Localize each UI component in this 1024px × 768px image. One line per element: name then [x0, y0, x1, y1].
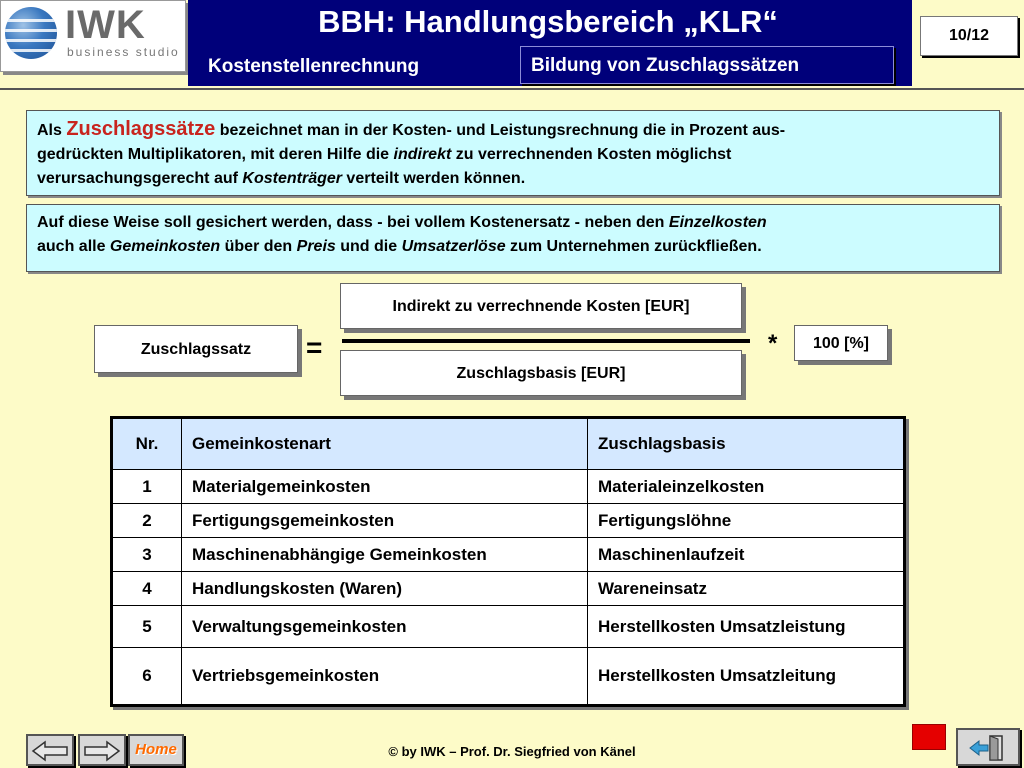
logo-subtext: business studio [67, 45, 180, 59]
purpose-line-2: auch alle Gemeinkosten über den Preis und die Umsatzerlöse zum Unternehmen zurückfließen. [37, 238, 762, 255]
highlight-term: Zuschlagssätze [66, 118, 216, 140]
cost-basis: Herstellkosten Umsatzleitung [588, 648, 905, 706]
topic-label-box [520, 46, 894, 84]
definition-line-2: gedrückten Multiplikatoren, mit deren Hilfe die indirekt zu verrechnenden Kosten möglichst [37, 146, 732, 163]
row-number: 6 [112, 648, 182, 706]
iwk-logo [0, 0, 186, 72]
formula-factor: 100 [%] [794, 325, 888, 361]
table-row [112, 648, 905, 706]
row-number: 4 [112, 572, 182, 606]
row-number: 1 [112, 470, 182, 504]
table-row [112, 470, 905, 504]
column-header-nr: Nr. [112, 418, 182, 470]
row-number: 2 [112, 504, 182, 538]
cost-type: Maschinenabhängige Gemeinkosten [182, 538, 588, 572]
page-title: BBH: Handlungsbereich „KLR“ [318, 4, 778, 39]
row-number: 5 [112, 606, 182, 648]
section-label: Kostenstellenrechnung [208, 56, 420, 77]
row-number: 3 [112, 538, 182, 572]
cost-type: Vertriebsgemeinkosten [182, 648, 588, 706]
cost-basis: Herstellkosten Umsatzleistung [588, 606, 905, 648]
column-header-basis: Zuschlagsbasis [588, 418, 905, 470]
cost-type: Fertigungsgemeinkosten [182, 504, 588, 538]
title-band [188, 0, 912, 86]
slide-header [0, 0, 1024, 86]
definition-line-3: verursachungsgerecht auf Kostenträger verteilt werden können. [37, 170, 526, 187]
formula-numerator: Indirekt zu verrechnende Kosten [EUR] [340, 283, 742, 329]
definition-box [26, 110, 1000, 196]
copyright-notice: © by IWK – Prof. Dr. Siegfried von Känel [388, 744, 636, 759]
table-row [112, 538, 905, 572]
cost-basis: Maschinenlaufzeit [588, 538, 905, 572]
table-row [112, 572, 905, 606]
equals-sign: = [306, 332, 323, 363]
cost-basis: Wareneinsatz [588, 572, 905, 606]
logo-text: IWK [65, 3, 146, 47]
overhead-table [110, 416, 906, 707]
exit-door-icon [966, 734, 1010, 762]
cost-basis: Fertigungslöhne [588, 504, 905, 538]
column-header-type: Gemeinkostenart [182, 418, 588, 470]
fraction-line [342, 339, 750, 343]
table-header-row [112, 418, 905, 470]
purpose-box [26, 204, 1000, 272]
page-indicator: 10/12 [920, 16, 1018, 56]
table-row [112, 504, 905, 538]
home-button-label: Home [135, 741, 177, 758]
cost-type: Materialgemeinkosten [182, 470, 588, 504]
multiply-sign: * [768, 330, 778, 357]
formula-result: Zuschlagssatz [94, 325, 298, 373]
formula-denominator: Zuschlagsbasis [EUR] [340, 350, 742, 396]
cost-type: Handlungskosten (Waren) [182, 572, 588, 606]
header-divider [0, 88, 1024, 90]
definition-line-1: Als Zuschlagssätze bezeichnet man in der Kosten- und Leistungsrechnung die in Prozent aus- [37, 118, 786, 140]
topic-label: Bildung von Zuschlagssätzen [531, 55, 800, 76]
red-marker-button[interactable] [912, 724, 946, 750]
cost-basis: Materialeinzelkosten [588, 470, 905, 504]
globe-icon [5, 7, 57, 59]
exit-button[interactable] [956, 728, 1020, 766]
cost-type: Verwaltungsgemeinkosten [182, 606, 588, 648]
table-row [112, 606, 905, 648]
purpose-line-1: Auf diese Weise soll gesichert werden, dass - bei vollem Kostenersatz - neben den Einzelkosten [37, 214, 767, 231]
